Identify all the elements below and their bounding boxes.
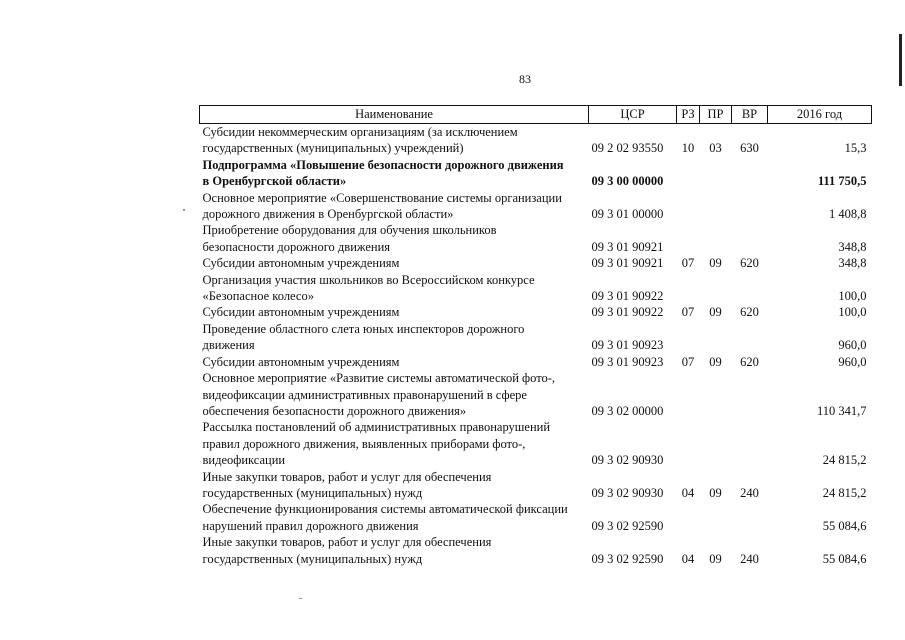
row-pr xyxy=(700,222,732,255)
table-row xyxy=(200,354,872,370)
scan-edge-mark xyxy=(899,34,902,86)
row-csr: 09 3 02 90930 xyxy=(591,485,664,500)
row-name-line: «Безопасное колесо» xyxy=(202,289,314,304)
table-row xyxy=(200,304,872,320)
row-name-line: государственных (муниципальных) нужд xyxy=(202,485,423,500)
row-vr: 240 xyxy=(740,551,759,566)
row-name xyxy=(200,157,589,190)
row-name xyxy=(200,255,589,271)
row-name xyxy=(200,370,589,419)
header-name: Наименование xyxy=(200,106,589,124)
row-name xyxy=(200,419,589,468)
row-vr: 620 xyxy=(740,256,759,271)
row-name-line: Субсидии автономным учреждениям xyxy=(202,354,400,369)
row-name xyxy=(200,501,589,534)
row-csr: 09 2 02 93550 xyxy=(591,141,664,156)
row-name-line: Обеспечение функционирования системы автоматической фиксации xyxy=(202,502,568,517)
table-row xyxy=(200,370,872,419)
row-name xyxy=(200,469,589,502)
table-row xyxy=(200,190,872,223)
row-amount: 55 084,6 xyxy=(822,551,867,566)
row-amount: 110 341,7 xyxy=(816,403,867,418)
row-name-line: Подпрограмма «Повышение безопасности дорожного движения xyxy=(202,157,564,172)
table-row xyxy=(200,321,872,354)
row-amount: 960,0 xyxy=(838,338,867,353)
row-pr xyxy=(700,501,732,534)
row-name-line: правил дорожного движения, выявленных приборами фото-, xyxy=(202,436,526,451)
row-rz: 07 xyxy=(681,354,695,369)
table-row xyxy=(200,501,872,534)
row-vr xyxy=(732,501,768,534)
row-csr: 09 3 02 90930 xyxy=(591,453,664,468)
row-csr: 09 3 01 90923 xyxy=(591,338,664,353)
table-row xyxy=(200,124,872,157)
row-amount: 100,0 xyxy=(838,289,867,304)
row-name xyxy=(200,272,589,305)
row-rz: 04 xyxy=(681,485,695,500)
row-name-line: обеспечения безопасности дорожного движения» xyxy=(202,403,467,418)
row-name-line: движения xyxy=(202,338,255,353)
row-amount: 24 815,2 xyxy=(822,453,867,468)
row-name-line: видеофиксации xyxy=(202,453,286,468)
row-rz: 10 xyxy=(681,141,695,156)
row-amount: 348,8 xyxy=(838,239,867,254)
header-vr: ВР xyxy=(732,106,768,124)
row-vr xyxy=(732,321,768,354)
header-rz: РЗ xyxy=(677,106,700,124)
row-pr xyxy=(700,272,732,305)
row-pr xyxy=(700,321,732,354)
scan-speck xyxy=(299,598,302,599)
row-rz xyxy=(677,419,700,468)
row-pr: 09 xyxy=(709,485,722,500)
row-pr: 03 xyxy=(709,141,722,156)
row-name-line: государственных (муниципальных) нужд xyxy=(202,551,423,566)
row-rz: 07 xyxy=(681,256,695,271)
row-amount: 1 408,8 xyxy=(829,207,867,222)
row-pr: 09 xyxy=(709,305,722,320)
row-name xyxy=(200,321,589,354)
row-vr: 620 xyxy=(740,305,759,320)
table-row xyxy=(200,222,872,255)
row-amount: 348,8 xyxy=(838,256,867,271)
row-rz xyxy=(677,501,700,534)
row-amount: 960,0 xyxy=(838,354,867,369)
row-name-line: Иные закупки товаров, работ и услуг для обеспечения xyxy=(202,535,492,550)
row-vr xyxy=(732,190,768,223)
row-amount: 55 084,6 xyxy=(822,518,867,533)
row-vr xyxy=(732,157,768,190)
row-name-line: Приобретение оборудования для обучения школьников xyxy=(202,223,497,238)
row-name-line: Иные закупки товаров, работ и услуг для обеспечения xyxy=(202,469,492,484)
row-pr: 09 xyxy=(709,551,722,566)
row-csr: 09 3 01 90921 xyxy=(591,239,664,254)
row-amount: 100,0 xyxy=(838,305,867,320)
row-name xyxy=(200,304,589,320)
row-name-line: Рассылка постановлений об административных правонарушений xyxy=(202,420,551,435)
row-name-line: нарушений правил дорожного движения xyxy=(202,518,419,533)
row-pr xyxy=(700,190,732,223)
row-pr xyxy=(700,419,732,468)
row-csr: 09 3 01 00000 xyxy=(591,207,664,222)
row-csr: 09 3 01 90923 xyxy=(591,354,664,369)
row-pr: 09 xyxy=(709,256,722,271)
row-amount: 15,3 xyxy=(844,141,867,156)
row-name-line: в Оренбургской области» xyxy=(202,174,347,189)
row-rz xyxy=(677,370,700,419)
row-csr: 09 3 01 90921 xyxy=(591,256,664,271)
page-number: 83 xyxy=(519,72,531,86)
row-rz xyxy=(677,272,700,305)
table-header-row xyxy=(200,106,872,124)
row-name-line: Организация участия школьников во Всероссийском конкурсе xyxy=(202,272,535,287)
row-name-line: Субсидии автономным учреждениям xyxy=(202,305,400,320)
table-row xyxy=(200,272,872,305)
row-rz: 07 xyxy=(681,305,695,320)
row-vr: 240 xyxy=(740,485,759,500)
row-rz xyxy=(677,157,700,190)
row-name-line: Основное мероприятие «Совершенствование системы организации xyxy=(202,190,562,205)
row-name xyxy=(200,222,589,255)
row-rz xyxy=(677,222,700,255)
row-pr: 09 xyxy=(709,354,722,369)
row-name-line: видеофиксации административных правонарушений в сфере xyxy=(202,387,527,402)
row-rz xyxy=(677,190,700,223)
row-name-line: Основное мероприятие «Развитие системы автоматической фото-, xyxy=(202,371,556,386)
row-name-line: Субсидии некоммерческим организациям (за исключением xyxy=(202,125,518,139)
row-name xyxy=(200,354,589,370)
row-name-line: Проведение областного слета юных инспекторов дорожного xyxy=(202,321,525,336)
row-pr xyxy=(700,370,732,419)
row-vr xyxy=(732,222,768,255)
row-name xyxy=(200,124,589,157)
row-name-line: государственных (муниципальных) учреждений) xyxy=(202,141,464,156)
header-csr: ЦСР xyxy=(589,106,677,124)
row-rz: 04 xyxy=(681,551,695,566)
header-pr: ПР xyxy=(700,106,732,124)
row-vr xyxy=(732,272,768,305)
row-name-line: Субсидии автономным учреждениям xyxy=(202,256,400,271)
row-name-line: дорожного движения в Оренбургской области» xyxy=(202,207,454,222)
row-vr: 630 xyxy=(740,141,759,156)
row-csr: 09 3 02 00000 xyxy=(591,403,664,418)
table-row xyxy=(200,157,872,190)
row-csr: 09 3 01 90922 xyxy=(591,305,664,320)
row-vr xyxy=(732,370,768,419)
row-csr: 09 3 00 00000 xyxy=(591,174,664,189)
row-name xyxy=(200,190,589,223)
row-name-line: безопасности дорожного движения xyxy=(202,239,391,254)
row-pr xyxy=(700,157,732,190)
table-row xyxy=(200,419,872,468)
budget-table xyxy=(199,105,872,567)
row-rz xyxy=(677,321,700,354)
row-csr: 09 3 02 92590 xyxy=(591,551,664,566)
table-row xyxy=(200,255,872,271)
table-row xyxy=(200,469,872,502)
table-row xyxy=(200,534,872,567)
row-vr: 620 xyxy=(740,354,759,369)
row-amount: 24 815,2 xyxy=(822,485,867,500)
header-year: 2016 год xyxy=(768,106,872,124)
row-csr: 09 3 02 92590 xyxy=(591,518,664,533)
row-vr xyxy=(732,419,768,468)
scan-speck xyxy=(183,209,185,211)
row-amount: 111 750,5 xyxy=(817,174,867,189)
row-csr: 09 3 01 90922 xyxy=(591,289,664,304)
row-name xyxy=(200,534,589,567)
